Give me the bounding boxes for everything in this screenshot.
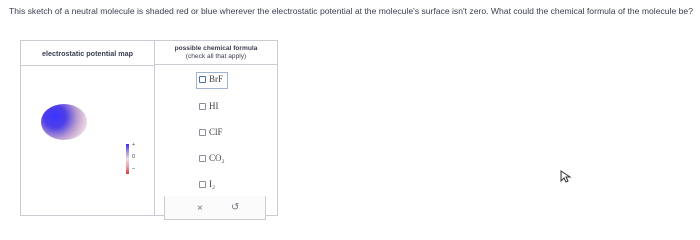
option-co2[interactable]: [199, 153, 228, 179]
potential-map-column: [21, 41, 155, 215]
undo-button[interactable]: ↺: [231, 202, 240, 213]
checkbox-brf[interactable]: [199, 76, 206, 83]
action-box: [164, 196, 266, 220]
formula-header-title: possible chemical formula: [174, 45, 258, 52]
clear-button[interactable]: ×: [197, 203, 203, 214]
action-bar: [20, 196, 278, 220]
checkbox-i2[interactable]: [199, 181, 206, 188]
option-hi[interactable]: [199, 101, 228, 127]
formula-header-sub: (check all that apply): [185, 53, 247, 60]
checkbox-co2[interactable]: [199, 155, 206, 162]
checkbox-hi[interactable]: [199, 103, 206, 110]
option-clf[interactable]: [199, 127, 228, 153]
option-brf[interactable]: [196, 72, 228, 89]
mouse-cursor-icon: [560, 170, 572, 184]
legend-minus: –: [132, 166, 136, 172]
checkbox-clf[interactable]: [199, 129, 206, 136]
answer-table: [20, 40, 278, 216]
legend-gradient: [126, 144, 129, 174]
option-label: I₂: [209, 179, 216, 189]
potential-legend: [126, 142, 136, 174]
potential-map-header: electrostatic potential map: [21, 41, 154, 66]
legend-zero: 0: [132, 154, 136, 160]
question-text: This sketch of a neutral molecule is shaded red or blue wherever the electrostatic potential at the molecule's surface isn't zero. What could the chemical formula of the molecule be?: [9, 6, 693, 16]
formula-header: [155, 41, 277, 65]
molecule-image: [41, 104, 87, 140]
option-label: HI: [209, 101, 219, 111]
option-label: CO₂: [209, 153, 225, 163]
legend-plus: +: [132, 142, 136, 148]
formula-column: [155, 41, 277, 215]
option-label: BrF: [209, 74, 224, 84]
formula-options: [199, 72, 228, 205]
option-label: ClF: [209, 127, 223, 137]
